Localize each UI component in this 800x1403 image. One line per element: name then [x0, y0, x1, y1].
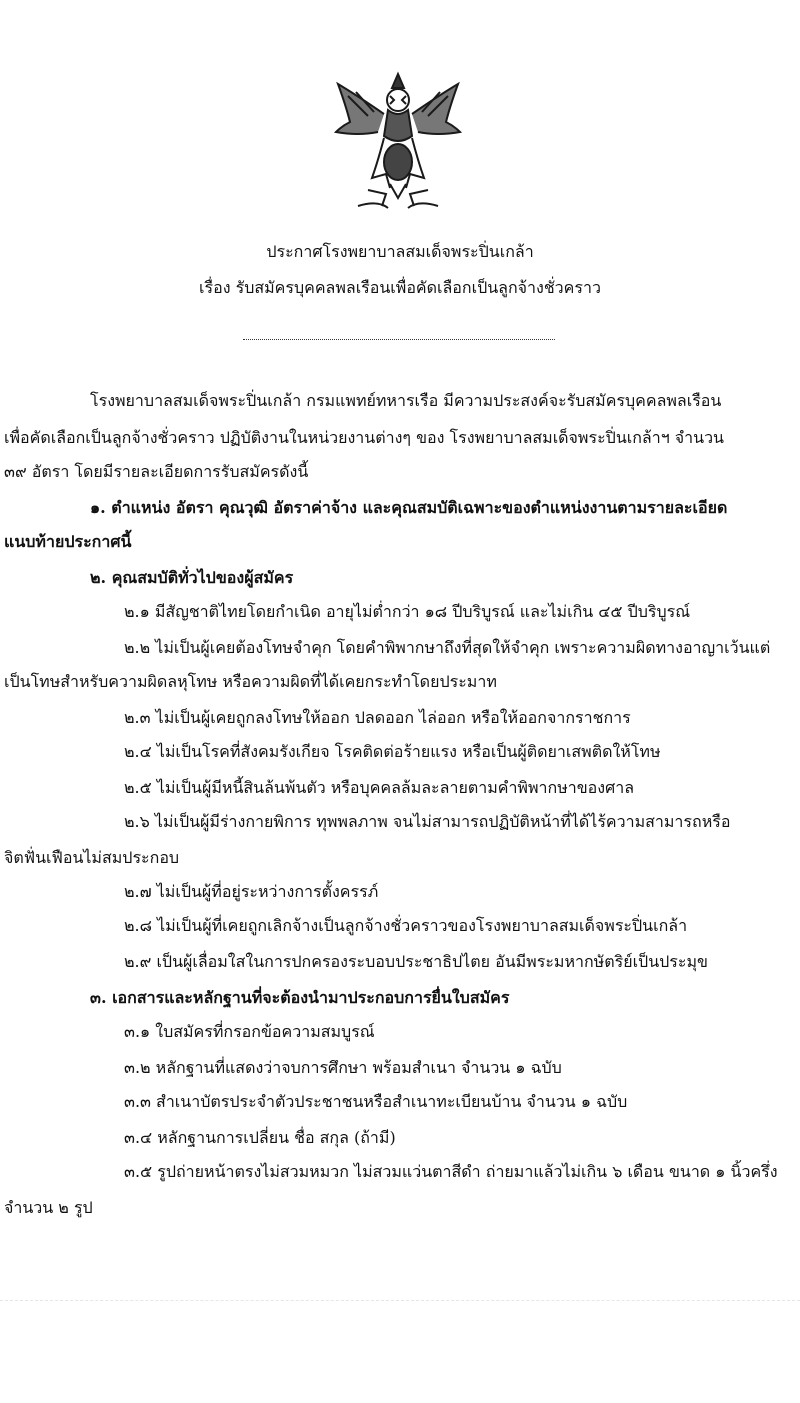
section1-line-2: แนบท้ายประกาศนี้ — [4, 532, 132, 551]
page-edge — [0, 1300, 800, 1301]
intro-line-2: เพื่อคัดเลือกเป็นลูกจ้างชั่วคราว ปฏิบัติงานในหน่วยงานต่างๆ ของ โรงพยาบาลสมเด็จพระปิ่นเกล้าฯ จำนวน — [4, 428, 724, 447]
section2-item: ๒.๘ ไม่เป็นผู้ที่เคยถูกเลิกจ้างเป็นลูกจ้างชั่วคราวของโรงพยาบาลสมเด็จพระปิ่นเกล้า — [124, 916, 688, 935]
section2-item: ๒.๑ มีสัญชาติไทยโดยกำเนิด อายุไม่ต่ำกว่า ๑๘ ปีบริบูรณ์ และไม่เกิน ๔๕ ปีบริบูรณ์ — [124, 602, 691, 621]
section3-heading: ๓. เอกสารและหลักฐานที่จะต้องนำมาประกอบการยื่นใบสมัคร — [90, 988, 510, 1007]
section2-item: ๒.๒ ไม่เป็นผู้เคยต้องโทษจำคุก โดยคำพิพากษาถึงที่สุดให้จำคุก เพราะความผิดทางอาญาเว้นแต่ — [124, 638, 771, 657]
section1-line-1: ๑. ตำแหน่ง อัตรา คุณวุฒิ อัตราค่าจ้าง และคุณสมบัติเฉพาะของตำแหน่งงานตามรายละเอียด — [90, 498, 728, 517]
announcement-subject: เรื่อง รับสมัครบุคคลพลเรือนเพื่อคัดเลือกเป็นลูกจ้างชั่วคราว — [199, 278, 601, 297]
announcement-title: ประกาศโรงพยาบาลสมเด็จพระปิ่นเกล้า — [266, 242, 534, 261]
section2-item: ๒.๔ ไม่เป็นโรคที่สังคมรังเกียจ โรคติดต่อร้ายแรง หรือเป็นผู้ติดยาเสพติดให้โทษ — [124, 742, 661, 761]
section3-item-cont: จำนวน ๒ รูป — [4, 1198, 93, 1217]
garuda-emblem-icon — [328, 66, 468, 216]
intro-line-1: โรงพยาบาลสมเด็จพระปิ่นเกล้า กรมแพทย์ทหารเรือ มีความประสงค์จะรับสมัครบุคคลพลเรือน — [90, 391, 722, 410]
section2-item: ๒.๕ ไม่เป็นผู้มีหนี้สินล้นพ้นตัว หรือบุคคลล้มละลายตามคำพิพากษาของศาล — [124, 778, 635, 797]
section3-item: ๓.๒ หลักฐานที่แสดงว่าจบการศึกษา พร้อมสำเนา จำนวน ๑ ฉบับ — [124, 1058, 562, 1077]
section2-item-cont: จิตฟั่นเฟือนไม่สมประกอบ — [4, 848, 180, 867]
section2-item-cont: เป็นโทษสำหรับความผิดลหุโทษ หรือความผิดที่ได้เคยกระทำโดยประมาท — [4, 672, 497, 691]
section2-item: ๒.๖ ไม่เป็นผู้มีร่างกายพิการ ทุพพลภาพ จนไม่สามารถปฏิบัติหน้าที่ได้ไร้ความสามารถหรือ — [124, 812, 731, 831]
section3-item: ๓.๑ ใบสมัครที่กรอกข้อความสมบูรณ์ — [124, 1022, 375, 1041]
section2-heading: ๒. คุณสมบัติทั่วไปของผู้สมัคร — [90, 568, 294, 587]
section3-item: ๓.๓ สำเนาบัตรประจำตัวประชาชนหรือสำเนาทะเบียนบ้าน จำนวน ๑ ฉบับ — [124, 1092, 628, 1111]
section3-item: ๓.๕ รูปถ่ายหน้าตรงไม่สวมหมวก ไม่สวมแว่นตาสีดำ ถ่ายมาแล้วไม่เกิน ๖ เดือน ขนาด ๑ นิ้วครึ่ง — [124, 1162, 778, 1181]
section2-item: ๒.๙ เป็นผู้เลื่อมใสในการปกครองระบอบประชาธิปไตย อันมีพระมหากษัตริย์เป็นประมุข — [124, 952, 708, 971]
section2-item: ๒.๓ ไม่เป็นผู้เคยถูกลงโทษให้ออก ปลดออก ไล่ออก หรือให้ออกจากราชการ — [124, 708, 631, 727]
section2-item: ๒.๗ ไม่เป็นผู้ที่อยู่ระหว่างการตั้งครรภ์ — [124, 882, 379, 901]
intro-line-3: ๓๙ อัตรา โดยมีรายละเอียดการรับสมัครดังนี้ — [4, 462, 309, 481]
section3-item: ๓.๔ หลักฐานการเปลี่ยน ชื่อ สกุล (ถ้ามี) — [124, 1128, 396, 1147]
divider — [243, 339, 555, 340]
